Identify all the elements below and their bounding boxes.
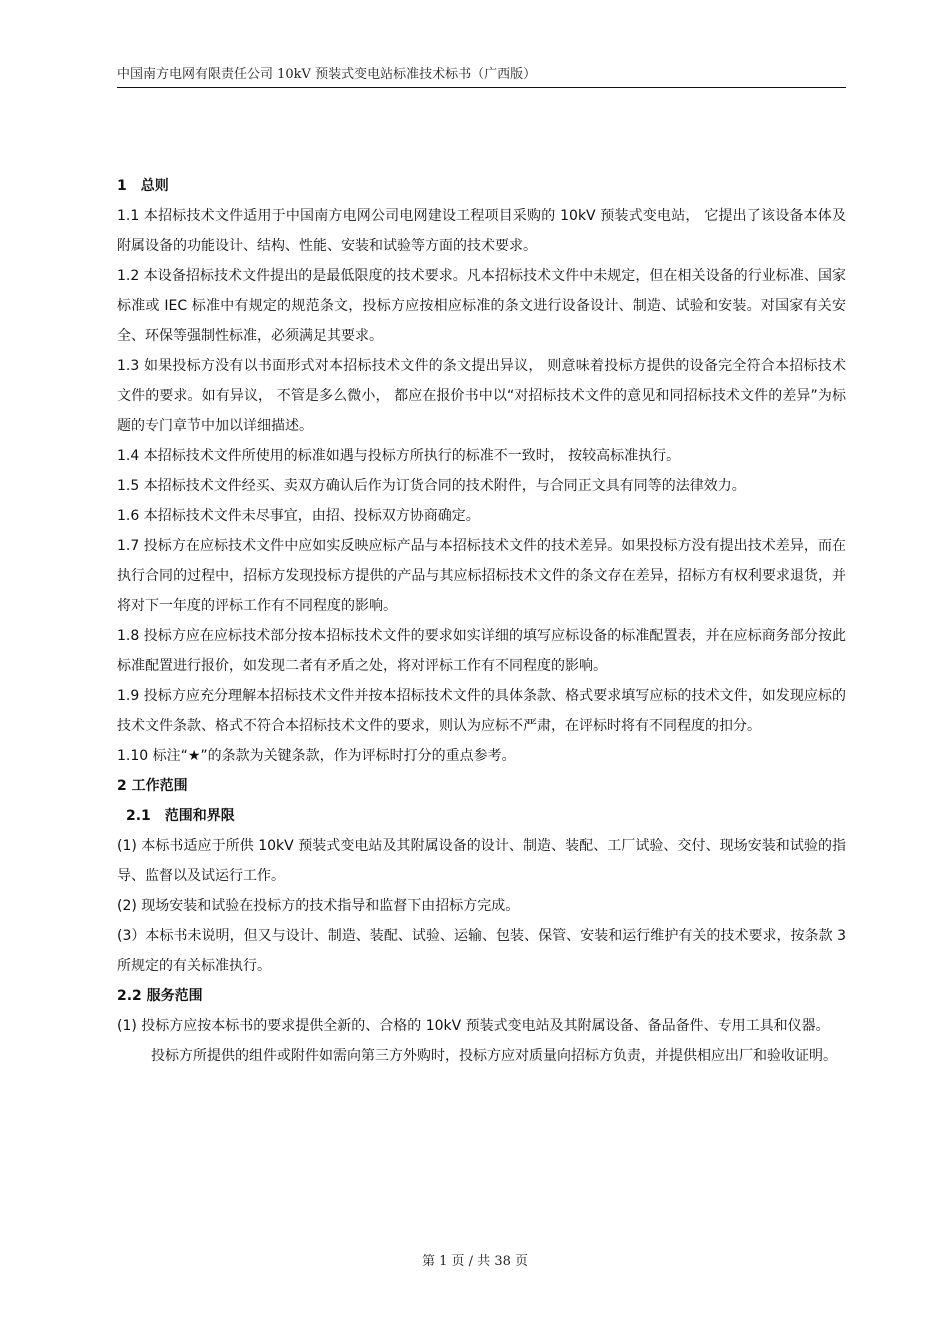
- clause-1-5: 1.5 本招标技术文件经买、卖双方确认后作为订货合同的技术附件，与合同正文具有同等的法律效力。: [117, 478, 746, 494]
- page-number: 第 1 页 / 共 38 页: [422, 1254, 528, 1269]
- section-2-heading: 2 工作范围: [117, 778, 188, 794]
- clause-1-2: 1.2 本设备招标技术文件提出的是最低限度的技术要求。凡本招标技术文件中未规定，但在相关设备的行业标准、国家标准或 IEC 标准中有规定的规范条文，投标方应按相应标准的条文进行设备设计、制造、试验和安装。对国家有关安全、环保等强制性标准，必须满足其要求。: [117, 268, 846, 344]
- clause-2-2-1: (1) 投标方应按本标书的要求提供全新的、合格的 10kV 预装式变电站及其附属设备、备品备件、专用工具和仪器。: [117, 1018, 830, 1034]
- section-2-1-heading: 2.1 范围和界限: [126, 808, 235, 824]
- clause-2-1-1: (1) 本标书适应于所供 10kV 预装式变电站及其附属设备的设计、制造、装配、工厂试验、交付、现场安装和试验的指导、监督以及试运行工作。: [117, 838, 846, 884]
- clause-1-1: 1.1 本招标技术文件适用于中国南方电网公司电网建设工程项目采购的 10kV 预装式变电站， 它提出了该设备本体及附属设备的功能设计、结构、性能、安装和试验等方面的技术要求。: [117, 208, 846, 254]
- clause-1-9: 1.9 投标方应充分理解本招标技术文件并按本招标技术文件的具体条款、格式要求填写应标的技术文件，如发现应标的技术文件条款、格式不符合本招标技术文件的要求，则认为应标不严肃，在评标时将有不同程度的扣分。: [117, 688, 846, 734]
- section-2-2-heading: 2.2 服务范围: [117, 988, 203, 1004]
- clause-2-2-1-note: 投标方所提供的组件或附件如需向第三方外购时，投标方应对质量向招标方负责，并提供相应出厂和验收证明。: [151, 1048, 837, 1064]
- clause-2-1-3: (3）本标书未说明，但又与设计、制造、装配、试验、运输、包装、保管、安装和运行维护有关的技术要求，按条款 3 所规定的有关标准执行。: [117, 928, 846, 974]
- clause-1-8: 1.8 投标方应在应标技术部分按本招标技术文件的要求如实详细的填写应标设备的标准配置表，并在应标商务部分按此标准配置进行报价，如发现二者有矛盾之处，将对评标工作有不同程度的影响。: [117, 628, 846, 674]
- clause-2-1-2: (2) 现场安装和试验在投标方的技术指导和监督下由招标方完成。: [117, 898, 520, 914]
- clause-1-7: 1.7 投标方在应标技术文件中应如实反映应标产品与本招标技术文件的技术差异。如果投标方没有提出技术差异，而在执行合同的过程中，招标方发现投标方提供的产品与其应标招标技术文件的条文存在差异，招标方有权利要求退货，并将对下一年度的评标工作有不同程度的影响。: [117, 538, 846, 614]
- section-1-heading: 1 总则: [117, 178, 169, 194]
- document-body: [117, 171, 846, 1071]
- clause-1-10: 1.10 标注“★”的条款为关键条款，作为评标时打分的重点参考。: [117, 748, 516, 764]
- header-rule: [117, 87, 846, 88]
- document-header: 中国南方电网有限责任公司 10kV 预装式变电站标准技术标书（广西版）: [117, 67, 537, 82]
- clause-1-4: 1.4 本招标技术文件所使用的标准如遇与投标方所执行的标准不一致时， 按较高标准执行。: [117, 448, 681, 464]
- clause-1-6: 1.6 本招标技术文件未尽事宜，由招、投标双方协商确定。: [117, 508, 480, 524]
- clause-1-3: 1.3 如果投标方没有以书面形式对本招标技术文件的条文提出异议， 则意味着投标方提供的设备完全符合本招标技术文件的要求。如有异议， 不管是多么微小， 都应在报价书中以“对招标技术文件的意见和同招标技术文件的差异”为标题的专门章节中加以详细描述。: [117, 358, 846, 434]
